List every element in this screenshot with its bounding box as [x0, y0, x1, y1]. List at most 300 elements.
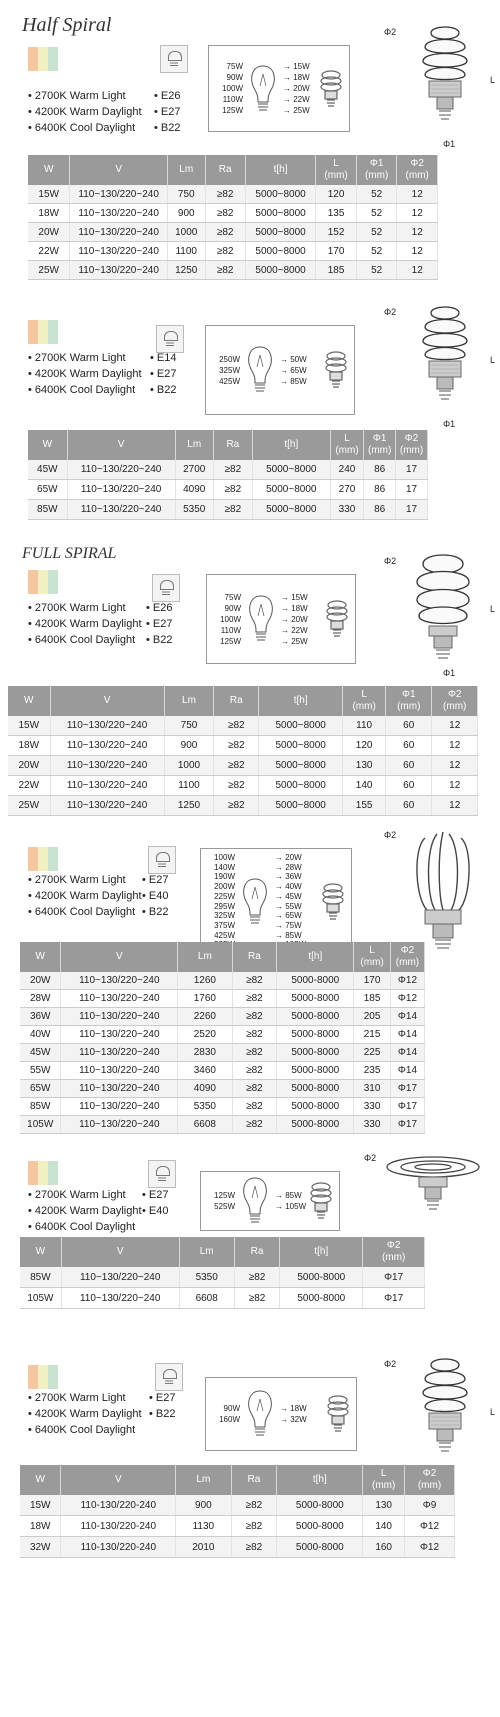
- color-temperature-item: • 2700K Warm Light: [28, 350, 142, 366]
- table-cell: ≥82: [205, 261, 245, 280]
- swatch-cool: [48, 47, 58, 71]
- table-cell: 5000-8000: [277, 1026, 354, 1044]
- incandescent-bulb-icon: [239, 1176, 271, 1226]
- table-cell: 5000~8000: [245, 223, 315, 242]
- column-header-text: [179, 951, 230, 963]
- column-header-line: (mm): [324, 170, 348, 181]
- table-cell: 6608: [178, 1116, 232, 1134]
- column-header-line: t[h]: [284, 439, 299, 450]
- incandescent-wattage: 100W: [222, 84, 243, 93]
- cfl-wattage: → 65W: [280, 365, 307, 376]
- table-cell: ≥82: [231, 1495, 277, 1516]
- column-header: [61, 942, 178, 972]
- column-header-text: [406, 1468, 453, 1492]
- column-header-text: [29, 164, 68, 176]
- table-cell: 110~130/220~240: [50, 716, 164, 736]
- base-type-list: [142, 1187, 169, 1219]
- spec-table-body: [8, 716, 478, 816]
- incandescent-bulb-icon: [244, 345, 276, 395]
- spec-table-body: [20, 972, 425, 1134]
- wattage-comparison-box: [205, 1377, 357, 1451]
- table-cell: ≥82: [214, 796, 259, 816]
- cfl-wattages: [275, 853, 306, 950]
- table-row: [28, 261, 438, 280]
- column-header-line: t[h]: [312, 1474, 327, 1485]
- column-header: [277, 942, 354, 972]
- color-temperature-item: • 6400K Cool Daylight: [28, 382, 142, 398]
- table-cell: 12: [397, 242, 438, 261]
- cfl-wattage: → 85W: [275, 931, 306, 941]
- cfl-wattage: → 85W: [280, 376, 307, 387]
- table-cell: 5000-8000: [277, 972, 354, 990]
- swatch-cool: [48, 1365, 58, 1389]
- cfl-wattage: → 36W: [275, 872, 306, 882]
- table-cell: 110-130/220-240: [61, 1537, 176, 1558]
- table-cell: 60: [386, 776, 432, 796]
- incandescent-wattage: 90W: [224, 603, 241, 613]
- column-header: [214, 686, 259, 716]
- spec-table-body: [20, 1495, 455, 1558]
- column-header-line: t[h]: [308, 951, 323, 962]
- column-header: [316, 155, 357, 185]
- column-header-text: [317, 158, 355, 182]
- column-header-text: [364, 1240, 423, 1264]
- table-cell: 110~130/220~240: [61, 990, 178, 1008]
- table-row: [20, 1062, 425, 1080]
- column-header-line: V: [116, 1246, 124, 1257]
- table-cell: 60: [386, 756, 432, 776]
- table-cell: ≥82: [232, 1044, 277, 1062]
- table-cell: Φ17: [363, 1267, 425, 1288]
- table-cell: 36W: [20, 1008, 61, 1026]
- table-cell: ≥82: [234, 1267, 280, 1288]
- color-temperature-item: • 6400K Cool Daylight: [28, 632, 142, 648]
- lamp-dimension-drawing: [378, 1151, 488, 1213]
- lamp-dimension-drawing: [398, 1357, 488, 1467]
- incandescent-wattage: 225W: [214, 891, 235, 901]
- table-cell: 240: [330, 460, 364, 480]
- table-cell: 15W: [20, 1495, 61, 1516]
- product-section: [0, 540, 500, 840]
- spec-table-head: [20, 1237, 425, 1267]
- column-header: [8, 686, 50, 716]
- table-row: [20, 1267, 425, 1288]
- table-cell: 5000-8000: [277, 1537, 363, 1558]
- incandescent-wattage: 110W: [220, 625, 241, 635]
- column-header-text: [392, 945, 423, 969]
- table-cell: 45W: [20, 1044, 61, 1062]
- column-header-line: (mm): [368, 445, 392, 456]
- swatch-daylight: [38, 320, 48, 344]
- swatch-warm: [28, 847, 38, 871]
- incandescent-wattage: 200W: [214, 882, 235, 892]
- column-header-text: [215, 439, 251, 451]
- column-header-text: [281, 1246, 361, 1258]
- column-header: [330, 430, 364, 460]
- column-header-line: (mm): [443, 701, 467, 712]
- table-cell: 5000~8000: [259, 716, 343, 736]
- column-header-line: Φ2: [404, 433, 419, 444]
- column-header: [167, 155, 205, 185]
- column-header-line: t[h]: [273, 164, 288, 175]
- table-cell: 110~130/220~240: [70, 261, 168, 280]
- color-temperature-item: • 6400K Cool Daylight: [28, 1219, 142, 1235]
- cfl-wattage: → 20W: [281, 614, 308, 625]
- table-cell: ≥82: [232, 972, 277, 990]
- column-header-line: W: [35, 951, 45, 962]
- table-cell: 110~130/220~240: [61, 1116, 178, 1134]
- column-header-text: [9, 695, 49, 707]
- table-cell: 45W: [28, 460, 67, 480]
- column-header-line: Lm: [187, 439, 202, 450]
- incandescent-wattage: 100W: [214, 853, 235, 862]
- column-header-text: [433, 689, 476, 713]
- table-cell: 5000-8000: [277, 1098, 354, 1116]
- base-type-item: • E27: [142, 1187, 169, 1203]
- table-row: [20, 1288, 425, 1309]
- spec-table-header-row: [20, 1237, 425, 1267]
- cfl-wattages: [281, 592, 308, 647]
- spec-table: [28, 155, 438, 280]
- table-row: [8, 776, 478, 796]
- column-header-text: [21, 951, 59, 963]
- table-row: [8, 736, 478, 756]
- color-temperature-swatch: [28, 570, 58, 594]
- incandescent-wattage: 375W: [214, 920, 235, 930]
- base-type-item: • B22: [146, 632, 173, 648]
- base-type-list: [142, 872, 169, 920]
- spec-table-head: [20, 1465, 455, 1495]
- swatch-daylight: [38, 47, 48, 71]
- table-cell: 1100: [167, 242, 205, 261]
- base-type-item: • E40: [142, 1203, 169, 1219]
- cfl-wattage: → 105W: [275, 1201, 306, 1212]
- table-cell: 900: [176, 1495, 231, 1516]
- table-row: [20, 1044, 425, 1062]
- table-cell: 1000: [167, 223, 205, 242]
- table-cell: 110~130/220~240: [61, 1044, 178, 1062]
- table-cell: 85W: [20, 1098, 61, 1116]
- table-cell: 5350: [175, 500, 213, 520]
- dimension-label-length: L: [490, 604, 496, 614]
- table-row: [28, 480, 428, 500]
- table-cell: 40W: [20, 1026, 61, 1044]
- table-cell: ≥82: [213, 480, 252, 500]
- table-cell: 1000: [164, 756, 214, 776]
- table-cell: ≥82: [232, 1062, 277, 1080]
- section-title: FULL SPIRAL: [22, 545, 117, 562]
- product-section: [0, 0, 500, 300]
- column-header: [50, 686, 164, 716]
- table-cell: 1250: [167, 261, 205, 280]
- cfl-wattage: → 85W: [275, 1190, 306, 1201]
- column-header-text: [177, 439, 212, 451]
- column-header-line: V: [103, 695, 111, 706]
- incandescent-wattage: 100W: [220, 614, 241, 624]
- color-temperature-item: • 6400K Cool Daylight: [28, 120, 142, 136]
- incandescent-wattage: 250W: [219, 354, 240, 364]
- column-header-text: [247, 164, 314, 176]
- base-type-item: • E27: [146, 616, 173, 632]
- incandescent-bulb-icon: [239, 877, 271, 927]
- color-temperature-swatch: [28, 47, 58, 71]
- column-header: [356, 155, 397, 185]
- table-cell: 12: [397, 185, 438, 204]
- lamp-dimension-drawing: [398, 554, 488, 664]
- socket-icon: [156, 325, 184, 353]
- swatch-warm: [28, 570, 38, 594]
- incandescent-wattage: 125W: [222, 106, 243, 115]
- column-header-text: [332, 433, 363, 457]
- cfl-wattage: → 18W: [283, 72, 310, 83]
- table-cell: 2010: [176, 1537, 231, 1558]
- table-cell: 5000-8000: [277, 1080, 354, 1098]
- column-header: [28, 430, 67, 460]
- incandescent-bulb-icon: [247, 64, 279, 114]
- column-header-line: V: [115, 164, 122, 175]
- table-cell: 17: [396, 500, 428, 520]
- spec-table-body: [20, 1267, 425, 1309]
- table-cell: 1260: [178, 972, 232, 990]
- incandescent-wattage: 125W: [214, 1191, 235, 1200]
- dimension-label-length: L: [490, 1407, 496, 1417]
- column-header-line: Ra: [229, 695, 243, 706]
- table-cell: 2700: [175, 460, 213, 480]
- table-row: [20, 1516, 455, 1537]
- table-cell: 5000~8000: [259, 776, 343, 796]
- column-header: [363, 1237, 425, 1267]
- column-header-text: [181, 1246, 233, 1258]
- column-header-line: (mm): [372, 1480, 396, 1491]
- column-header-line: Φ1: [401, 689, 416, 700]
- table-cell: 110~130/220~240: [70, 185, 168, 204]
- table-cell: 110~130/220~240: [70, 242, 168, 261]
- column-header-line: W: [24, 695, 34, 706]
- table-cell: 110~130/220~240: [61, 1288, 179, 1309]
- table-cell: Φ12: [405, 1537, 455, 1558]
- color-temperature-item: • 4200K Warm Daylight: [28, 1203, 142, 1219]
- column-header: [390, 942, 424, 972]
- table-cell: 12: [432, 776, 478, 796]
- column-header-line: L: [361, 689, 367, 700]
- column-header: [28, 155, 70, 185]
- table-cell: 1250: [164, 796, 214, 816]
- cfl-wattage: → 40W: [275, 882, 306, 892]
- table-cell: ≥82: [232, 990, 277, 1008]
- table-row: [20, 1008, 425, 1026]
- column-header-text: [358, 158, 396, 182]
- table-row: [20, 1537, 455, 1558]
- column-header: [252, 430, 330, 460]
- column-header: [234, 1237, 280, 1267]
- dimension-label-phi1: Φ1: [443, 139, 456, 149]
- table-cell: 25W: [8, 796, 50, 816]
- table-cell: 25W: [28, 261, 70, 280]
- column-header: [61, 1237, 179, 1267]
- column-header: [432, 686, 478, 716]
- table-cell: 5000-8000: [277, 1116, 354, 1134]
- table-cell: 17: [396, 480, 428, 500]
- table-cell: 12: [432, 756, 478, 776]
- table-row: [20, 1495, 455, 1516]
- incandescent-bulb-icon: [244, 1389, 276, 1439]
- cfl-wattage: → 20W: [283, 83, 310, 94]
- table-cell: 22W: [8, 776, 50, 796]
- table-cell: 110~130/220~240: [50, 796, 164, 816]
- incandescent-wattages: [210, 1403, 240, 1425]
- table-row: [28, 242, 438, 261]
- cfl-bulb-icon: [319, 69, 343, 109]
- lamp-dimension-drawing: [398, 305, 488, 415]
- table-cell: 5000-8000: [277, 1495, 363, 1516]
- table-cell: 5350: [179, 1267, 234, 1288]
- table-cell: 110~130/220~240: [67, 500, 175, 520]
- product-section: [0, 1325, 500, 1625]
- column-header: [405, 1465, 455, 1495]
- table-cell: ≥82: [234, 1288, 280, 1309]
- table-cell: ≥82: [232, 1026, 277, 1044]
- column-header: [231, 1465, 277, 1495]
- table-row: [20, 1098, 425, 1116]
- table-cell: 52: [356, 261, 397, 280]
- table-cell: 12: [397, 261, 438, 280]
- table-cell: ≥82: [232, 1098, 277, 1116]
- table-cell: 110~130/220~240: [67, 460, 175, 480]
- base-type-item: • E40: [142, 888, 169, 904]
- cfl-wattage: → 28W: [275, 863, 306, 873]
- column-header-line: Ra: [226, 439, 240, 450]
- column-header-line: (mm): [395, 957, 420, 968]
- table-cell: Φ12: [390, 972, 424, 990]
- color-temperature-item: • 6400K Cool Daylight: [28, 1422, 142, 1438]
- table-row: [20, 990, 425, 1008]
- table-cell: 60: [386, 796, 432, 816]
- table-cell: 110~130/220~240: [61, 1267, 179, 1288]
- table-cell: 4090: [175, 480, 213, 500]
- table-cell: 5000~8000: [245, 204, 315, 223]
- color-temperature-list: [28, 1187, 142, 1235]
- table-cell: 105W: [20, 1116, 61, 1134]
- table-cell: 22W: [28, 242, 70, 261]
- cfl-wattage: → 20W: [275, 853, 306, 863]
- column-header-line: W: [43, 164, 54, 175]
- color-temperature-item: • 2700K Warm Light: [28, 600, 142, 616]
- column-header-line: (mm): [397, 701, 421, 712]
- column-header-line: V: [117, 439, 125, 450]
- table-row: [8, 716, 478, 736]
- spec-table-header-row: [28, 430, 428, 460]
- table-cell: 52: [356, 185, 397, 204]
- table-cell: Φ12: [405, 1516, 455, 1537]
- color-temperature-item: • 4200K Warm Daylight: [28, 616, 142, 632]
- table-cell: 110~130/220~240: [50, 776, 164, 796]
- table-cell: 12: [397, 204, 438, 223]
- table-row: [8, 756, 478, 776]
- column-header-line: Lm: [199, 1246, 214, 1257]
- table-cell: 225: [354, 1044, 391, 1062]
- incandescent-wattage: 525W: [214, 1202, 235, 1211]
- column-header: [354, 942, 391, 972]
- incandescent-wattage: 90W: [226, 73, 243, 82]
- column-header: [259, 686, 343, 716]
- table-cell: 6608: [179, 1288, 234, 1309]
- column-header-text: [21, 1474, 59, 1486]
- column-header-text: [29, 439, 66, 451]
- table-cell: 5000~8000: [259, 756, 343, 776]
- dimension-label-phi1: Φ1: [443, 419, 456, 429]
- column-header-line: L: [380, 1468, 387, 1479]
- table-cell: 18W: [28, 204, 70, 223]
- incandescent-wattages: [211, 592, 241, 647]
- cfl-wattage: → 25W: [283, 105, 310, 116]
- table-cell: 28W: [20, 990, 61, 1008]
- table-cell: 5000-8000: [277, 1008, 354, 1026]
- table-cell: ≥82: [214, 736, 259, 756]
- cfl-wattages: [280, 1403, 307, 1425]
- table-cell: 5000~8000: [259, 796, 343, 816]
- column-header: [67, 430, 175, 460]
- table-cell: 5000~8000: [252, 460, 330, 480]
- wattage-comparison-box: [200, 1171, 340, 1231]
- color-temperature-swatch: [28, 847, 58, 871]
- table-cell: ≥82: [231, 1516, 277, 1537]
- color-temperature-swatch: [28, 1161, 58, 1185]
- column-header-text: [260, 695, 341, 707]
- column-header-line: Lm: [196, 1474, 211, 1485]
- color-temperature-swatch: [28, 320, 58, 344]
- incandescent-wattage: 110W: [222, 95, 243, 104]
- column-header: [213, 430, 252, 460]
- column-header: [245, 155, 315, 185]
- table-row: [28, 500, 428, 520]
- cfl-wattage: → 18W: [280, 1403, 307, 1414]
- table-cell: 20W: [8, 756, 50, 776]
- column-header-line: L: [369, 945, 375, 956]
- table-cell: 170: [316, 242, 357, 261]
- table-cell: 12: [397, 223, 438, 242]
- swatch-warm: [28, 1365, 38, 1389]
- incandescent-wattage: 75W: [224, 592, 241, 602]
- incandescent-wattage: 425W: [214, 930, 235, 940]
- spec-table-header-row: [20, 1465, 455, 1495]
- cfl-bulb-icon: [324, 350, 348, 390]
- table-cell: 60: [386, 736, 432, 756]
- cfl-wattage: → 55W: [275, 902, 306, 912]
- table-cell: ≥82: [205, 185, 245, 204]
- dimension-label-phi2: Φ2: [364, 1153, 377, 1163]
- column-header-line: Ra: [247, 1474, 261, 1485]
- column-header-line: L: [333, 158, 339, 169]
- table-cell: 52: [356, 204, 397, 223]
- swatch-cool: [48, 1161, 58, 1185]
- table-cell: 330: [354, 1098, 391, 1116]
- incandescent-wattage: 140W: [214, 862, 235, 872]
- table-cell: 110~130/220~240: [61, 1008, 178, 1026]
- column-header-line: Φ2: [447, 689, 462, 700]
- column-header-text: [278, 951, 352, 963]
- cfl-wattage: → 65W: [275, 911, 306, 921]
- table-cell: 330: [330, 500, 364, 520]
- table-cell: Φ14: [390, 1026, 424, 1044]
- table-cell: 15W: [8, 716, 50, 736]
- column-header-line: Φ2: [422, 1468, 437, 1479]
- column-header-line: Φ1: [369, 158, 384, 169]
- color-temperature-item: • 2700K Warm Light: [28, 1390, 142, 1406]
- base-type-item: • E27: [150, 366, 177, 382]
- cfl-bulb-icon: [309, 1181, 333, 1221]
- table-cell: Φ12: [390, 990, 424, 1008]
- table-cell: 155: [343, 796, 386, 816]
